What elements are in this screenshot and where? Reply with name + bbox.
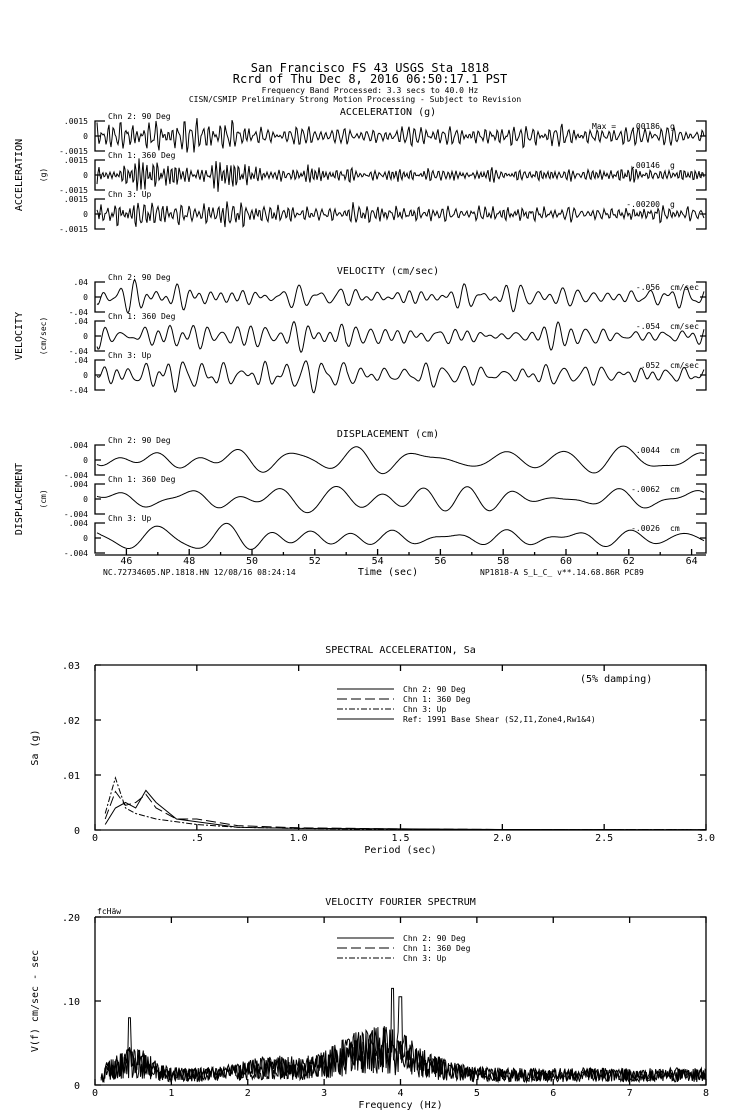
legend-label: Chn 3: Up — [403, 954, 447, 963]
peak-unit: g — [670, 161, 675, 170]
time-tick-label: 58 — [497, 556, 510, 567]
channel-label: Chn 2: 90 Deg — [108, 112, 171, 121]
ytick-zero: 0 — [83, 132, 88, 141]
x-tick-label: 1.0 — [289, 833, 308, 844]
panel-ylabel: VELOCITY — [14, 311, 25, 361]
x-tick-label: 8 — [702, 1088, 710, 1099]
y-tick-label: .10 — [61, 997, 80, 1008]
x-tick-label: 1.5 — [391, 833, 410, 844]
x-tick-label: 2 — [244, 1088, 251, 1099]
time-tick-label: 46 — [120, 556, 133, 567]
time-tick-label: 60 — [559, 556, 573, 567]
ytick-zero: 0 — [83, 371, 88, 380]
peak-value: .052 — [640, 361, 660, 370]
legend-label: Ref: 1991 Base Shear (S2,I1,Zone4,Rw1&4) — [403, 715, 596, 724]
peak-value: -.054 — [635, 322, 660, 331]
y-tick-label: .02 — [61, 716, 80, 727]
peak-value: .0044 — [635, 446, 660, 455]
time-tick-label: 56 — [434, 556, 447, 567]
waveform-trace — [97, 487, 704, 513]
panel-ylabel-group — [14, 139, 48, 211]
ytick-bottom: -.004 — [63, 510, 88, 519]
ytick-bottom: -.04 — [68, 347, 88, 356]
peak-value: .00146 — [631, 161, 660, 170]
header-line3: Frequency Band Processed: 3.3 secs to 40.0 Hz — [261, 86, 479, 95]
waveform-trace — [97, 523, 704, 549]
ytick-top: .004 — [68, 519, 88, 528]
x-tick-label: 1 — [168, 1088, 175, 1099]
channel-label: Chn 3: Up — [108, 190, 152, 199]
peak-unit: g — [670, 200, 675, 209]
waveform-trace — [97, 201, 704, 227]
x-tick-label: 2.5 — [595, 833, 614, 844]
ytick-top: .04 — [73, 317, 88, 326]
channel-label: Chn 1: 360 Deg — [108, 475, 176, 484]
ytick-zero: 0 — [83, 210, 88, 219]
header-line2: Rcrd of Thu Dec 8, 2016 06:50:17.1 PST — [232, 72, 508, 86]
x-axis-label: Period (sec) — [364, 845, 437, 856]
channel-label: Chn 3: Up — [108, 351, 152, 360]
panel-title: VELOCITY (cm/sec) — [336, 266, 440, 277]
legend-label: Chn 3: Up — [403, 705, 447, 714]
time-tick-label: 62 — [622, 556, 635, 567]
time-axis-label: Time (sec) — [357, 567, 419, 578]
peak-value: -.0062 — [631, 485, 660, 494]
panel-yunit: (cm) — [39, 489, 48, 509]
ytick-zero: 0 — [83, 171, 88, 180]
ytick-top: .04 — [73, 278, 88, 287]
time-tick-label: 48 — [183, 556, 196, 567]
channel-label: Chn 1: 360 Deg — [108, 312, 176, 321]
trace-frame — [95, 484, 706, 514]
peak-unit: cm/sec — [670, 322, 699, 331]
panel-ylabel-group — [14, 312, 48, 360]
y-tick-label: .03 — [61, 661, 80, 672]
waveform-trace — [97, 446, 704, 474]
ytick-bottom: -.0015 — [59, 225, 88, 234]
panel-title: ACCELERATION (g) — [339, 107, 437, 118]
x-tick-label: 4 — [397, 1088, 404, 1099]
ytick-bottom: -.04 — [68, 308, 88, 317]
panel-yunit: (g) — [39, 167, 48, 183]
peak-unit: cm/sec — [670, 361, 699, 370]
trace-frame — [95, 523, 706, 553]
ytick-top: .0015 — [63, 156, 88, 165]
peak-unit: cm — [670, 446, 680, 455]
x-tick-label: .5 — [190, 833, 203, 844]
chart-title: SPECTRAL ACCELERATION, Sa — [325, 645, 476, 656]
max-prefix: Max = — [592, 122, 617, 131]
waveform-trace — [97, 361, 704, 393]
time-tick-label: 54 — [371, 556, 384, 567]
y-tick-label: .20 — [61, 913, 80, 924]
channel-label: Chn 2: 90 Deg — [108, 273, 171, 282]
ytick-top: .04 — [73, 356, 88, 365]
legend-label: Chn 1: 360 Deg — [403, 944, 471, 953]
waveform-trace — [97, 280, 704, 313]
corner-label: fcHäw — [97, 907, 122, 916]
ytick-top: .004 — [68, 480, 88, 489]
time-tick-label: 64 — [685, 556, 698, 567]
ytick-zero: 0 — [83, 534, 88, 543]
waveform-trace — [97, 322, 704, 353]
ytick-top: .0015 — [63, 195, 88, 204]
x-tick-label: 5 — [473, 1088, 480, 1099]
damping-note: (5% damping) — [580, 674, 653, 685]
ytick-bottom: -.04 — [68, 386, 88, 395]
ytick-zero: 0 — [83, 293, 88, 302]
time-tick-label: 52 — [308, 556, 321, 567]
peak-unit: cm — [670, 485, 680, 494]
x-tick-label: 2.0 — [493, 833, 512, 844]
header-line1: San Francisco FS 43 USGS Sta 1818 — [250, 61, 490, 75]
peak-unit: g — [670, 122, 675, 131]
footer-right: NP1818-A S_L_C_ v**.14.68.86R PC89 — [480, 568, 644, 577]
legend-label: Chn 2: 90 Deg — [403, 934, 466, 943]
panel-yunit: (cm/sec) — [39, 316, 48, 356]
channel-label: Chn 3: Up — [108, 514, 152, 523]
peak-value: -.056 — [635, 283, 660, 292]
y-axis-label: V(f) cm/sec - sec — [30, 949, 41, 1053]
waveform-trace — [97, 158, 704, 192]
ytick-top: .004 — [68, 441, 88, 450]
legend-label: Chn 2: 90 Deg — [403, 685, 466, 694]
panel-ylabel: ACCELERATION — [14, 138, 25, 212]
x-tick-label: 6 — [550, 1088, 557, 1099]
panel-ylabel-group — [14, 463, 48, 535]
panel-title: DISPLACEMENT (cm) — [336, 429, 440, 440]
plot-frame — [95, 665, 706, 830]
header-line4: CISN/CSMIP Preliminary Strong Motion Processing - Subject to Revision — [188, 95, 522, 104]
channel-label: Chn 1: 360 Deg — [108, 151, 176, 160]
ytick-bottom: -.004 — [63, 471, 88, 480]
peak-unit: cm — [670, 524, 680, 533]
trace-frame — [95, 445, 706, 475]
y-tick-label: 0 — [73, 826, 80, 837]
ytick-bottom: -.004 — [63, 549, 88, 558]
plot-frame — [95, 917, 706, 1085]
legend-label: Chn 1: 360 Deg — [403, 695, 471, 704]
y-tick-label: .01 — [61, 771, 80, 782]
y-tick-label: 0 — [73, 1081, 80, 1092]
fourier-spectrum-curve — [101, 988, 706, 1082]
time-tick-label: 50 — [245, 556, 259, 567]
peak-value: -.00200 — [626, 200, 660, 209]
x-axis-label: Frequency (Hz) — [358, 1100, 443, 1111]
channel-label: Chn 2: 90 Deg — [108, 436, 171, 445]
ytick-zero: 0 — [83, 456, 88, 465]
peak-value: .00186 — [631, 122, 660, 131]
ytick-zero: 0 — [83, 495, 88, 504]
footer-left: NC.72734605.NP.1818.HN 12/08/16 08:24:14 — [103, 568, 296, 577]
ytick-bottom: -.0015 — [59, 147, 88, 156]
x-tick-label: 0 — [91, 833, 99, 844]
panel-ylabel: DISPLACEMENT — [14, 462, 25, 536]
y-axis-label: Sa (g) — [30, 729, 41, 766]
peak-unit: cm/sec — [670, 283, 699, 292]
x-tick-label: 3.0 — [696, 833, 716, 844]
x-tick-label: 7 — [626, 1088, 633, 1099]
x-tick-label: 0 — [91, 1088, 99, 1099]
ytick-zero: 0 — [83, 332, 88, 341]
x-tick-label: 3 — [321, 1088, 328, 1099]
ytick-top: .0015 — [63, 117, 88, 126]
peak-value: -.0026 — [631, 524, 660, 533]
chart-title: VELOCITY FOURIER SPECTRUM — [325, 897, 476, 908]
ytick-bottom: -.0015 — [59, 186, 88, 195]
